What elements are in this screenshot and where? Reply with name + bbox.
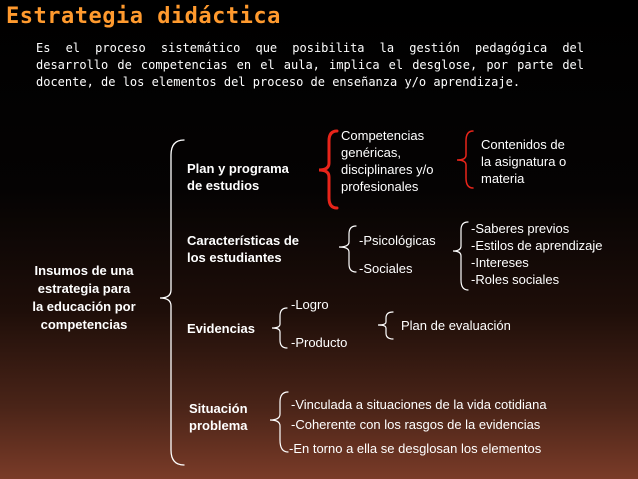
situacion-line: Situación	[189, 401, 248, 416]
situacion-node	[189, 400, 248, 434]
intro-paragraph: Es el proceso sistemático que posibilita la gestión pedagógica del desarrollo de competencias en el aula, implica el desglose, por parte del docente, de los elementos del proceso de enseñanza y/o aprendizaje.	[36, 41, 584, 89]
caracteristicas-line: los estudiantes	[187, 250, 282, 265]
list-item: -Roles sociales	[471, 272, 560, 287]
slide-title: Estrategia didáctica	[6, 4, 281, 29]
contenidos-line: materia	[481, 171, 525, 186]
contenidos-line: la asignatura o	[481, 154, 567, 169]
competencias-line: Competencias	[341, 128, 425, 143]
contenidos-line: Contenidos de	[481, 137, 565, 152]
plan-evaluacion-item: Plan de evaluación	[401, 318, 511, 333]
competencias-line: genéricas,	[341, 145, 401, 160]
list-item: -Estilos de aprendizaje	[471, 238, 603, 253]
caracteristicas-node	[187, 232, 299, 266]
root-line: competencias	[40, 317, 128, 332]
caracteristicas-line: Características de	[187, 233, 300, 248]
situacion-line: problema	[189, 418, 248, 433]
plan-label-line: de estudios	[187, 178, 260, 193]
evidencias-node: Evidencias	[187, 321, 255, 336]
contenidos-node	[481, 136, 566, 187]
psicologicas-item: -Psicológicas	[359, 233, 436, 248]
root-line: estrategia para	[37, 281, 131, 296]
competencias-node	[341, 127, 434, 195]
competencias-line: disciplinares y/o	[341, 162, 434, 177]
sociales-item: -Sociales	[359, 261, 413, 276]
producto-item: -Producto	[291, 335, 348, 350]
list-item: -Intereses	[471, 255, 529, 270]
root-line: la educación por	[32, 299, 136, 314]
root-line: Insumos de una	[34, 263, 134, 278]
competencias-line: profesionales	[341, 179, 419, 194]
caracteristicas-list	[471, 220, 603, 288]
plan-programa-node	[187, 160, 289, 194]
situacion-item: -Vinculada a situaciones de la vida cotidiana	[291, 397, 547, 412]
root-node	[14, 262, 154, 334]
situacion-item: -En torno a ella se desglosan los elementos	[289, 441, 542, 456]
plan-label-line: Plan y programa	[187, 161, 289, 176]
list-item: -Saberes previos	[471, 221, 570, 236]
situacion-item: -Coherente con los rasgos de la evidencias	[291, 417, 541, 432]
logro-item: -Logro	[291, 297, 329, 312]
